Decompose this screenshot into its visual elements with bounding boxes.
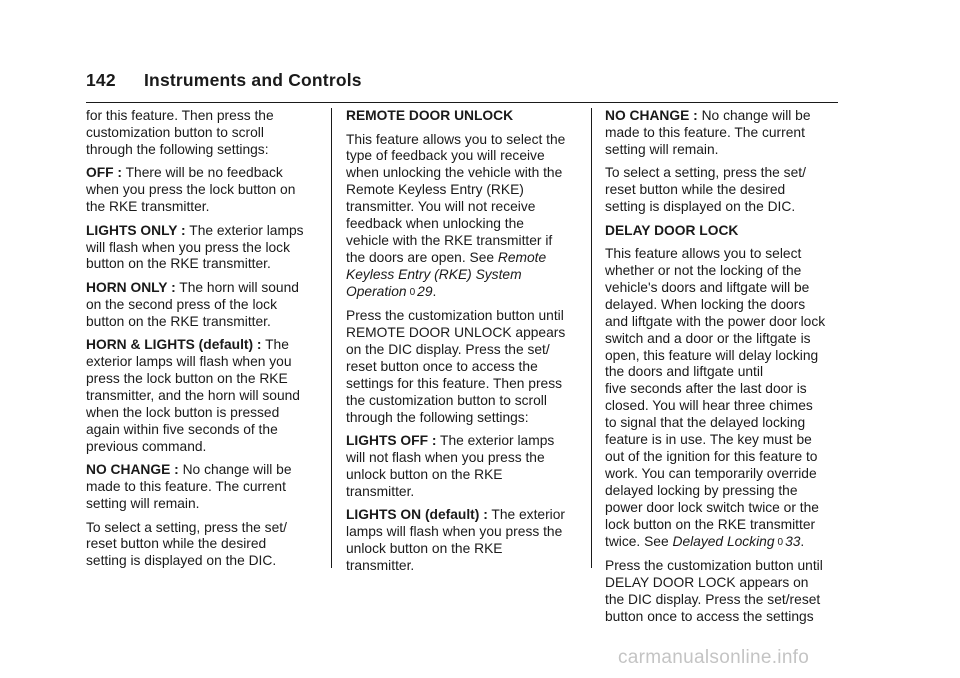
setting-lights-off: LIGHTS OFF : The exterior lamps will not flash when you press the unlock button on the RKE transmitter. [346,433,555,499]
setting-term: OFF : [86,165,123,181]
setting-lights-only: LIGHTS ONLY : The exterior lamps will flash when you press the lock button on the RKE transmitter. [86,222,304,272]
cross-reference-link[interactable]: Operation [346,283,407,299]
setting-horn-and-lights: HORN & LIGHTS (default) : The exterior lamps will flash when you press the lock button on the RKE transmitter, and the horn will sound when the lock button is pressed again within five seconds of the previous command. [86,337,300,454]
paragraph-select-setting: To select a setting, press the set/ reset button while the desired setting is displayed on the DIC. [86,519,287,569]
paragraph-intro: for this feature. Then press the customization button to scroll through the following settings: [86,108,274,157]
setting-term: LIGHTS ONLY : [86,222,186,238]
page-ref-arrow-icon: 0 [777,536,784,548]
page-number: 142 [86,70,116,90]
cross-reference-link[interactable]: Keyless Entry (RKE) System [346,266,522,282]
setting-term: LIGHTS ON (default) : [346,507,488,523]
page-ref-arrow-icon: 0 [409,286,416,298]
setting-off: OFF : There will be no feedback when you press the lock button on the RKE transmitter. [86,165,296,215]
page-reference[interactable]: 33 [785,533,801,549]
cross-reference-link[interactable]: Remote [497,249,547,265]
setting-term: LIGHTS OFF : [346,433,437,449]
column-divider [331,108,332,568]
section-title: Instruments and Controls [144,70,362,90]
setting-term: HORN & LIGHTS (default) : [86,337,262,353]
paragraph-instructions: Press the customization button until DELAY DOOR LOCK appears on the DIC display. Press the set/reset button once to access the settings [605,558,823,624]
setting-term: HORN ONLY : [86,279,176,295]
page-reference[interactable]: 29 [417,283,433,299]
setting-term: NO CHANGE : [605,108,698,123]
setting-horn-only: HORN ONLY : The horn will sound on the second press of the lock button on the RKE transmitter. [86,279,299,329]
column-1 [86,108,326,577]
column-2 [346,108,592,582]
page-header [86,70,838,103]
paragraph-select-setting: To select a setting, press the set/ reset button while the desired setting is displayed on the DIC. [605,165,806,215]
setting-no-change: NO CHANGE : No change will be made to this feature. The current setting will remain. [86,462,292,511]
paragraph-description: This feature allows you to select whether or not the locking of the vehicle's doors and liftgate will be delayed. When locking the doors and liftgate with the power door lock switch and a door or the liftgate is open, this feature will delay locking the doors and liftgate until five seconds after the last door is closed. You will hear three chimes to signal that the delayed locking feature is in use. The key must be out of the ignition for this feature to work. You can temporarily override delayed locking by pressing the power door lock switch twice or the lock button on the RKE transmitter twice. See Delayed Locking 0 33. [605,246,826,549]
section-heading: REMOTE DOOR UNLOCK [346,108,514,123]
setting-no-change: NO CHANGE : No change will be made to this feature. The current setting will remain. [605,108,811,157]
setting-term: NO CHANGE : [86,462,179,478]
paragraph-description: This feature allows you to select the type of feedback you will receive when unlocking the vehicle with the Remote Keyless Entry (RKE) transmitter. You will not receive feedback when unlocking the vehicle with the RKE transmitter if the doors are open. See Remote Keyless Entry (RKE) System Operation 0 29. [346,131,566,299]
paragraph-instructions: Press the customization button until REMOTE DOOR UNLOCK appears on the DIC display. Press the set/ reset button once to access the settings for this feature. Then press the customization button to scroll through the following settings: [346,308,566,425]
column-3 [605,108,855,632]
section-heading: DELAY DOOR LOCK [605,222,739,238]
setting-lights-on: LIGHTS ON (default) : The exterior lamps will flash when you press the unlock button on the RKE transmitter. [346,507,566,574]
watermark: carmanualsonline.info [618,647,810,668]
cross-reference-link[interactable]: Delayed Locking [672,533,775,549]
